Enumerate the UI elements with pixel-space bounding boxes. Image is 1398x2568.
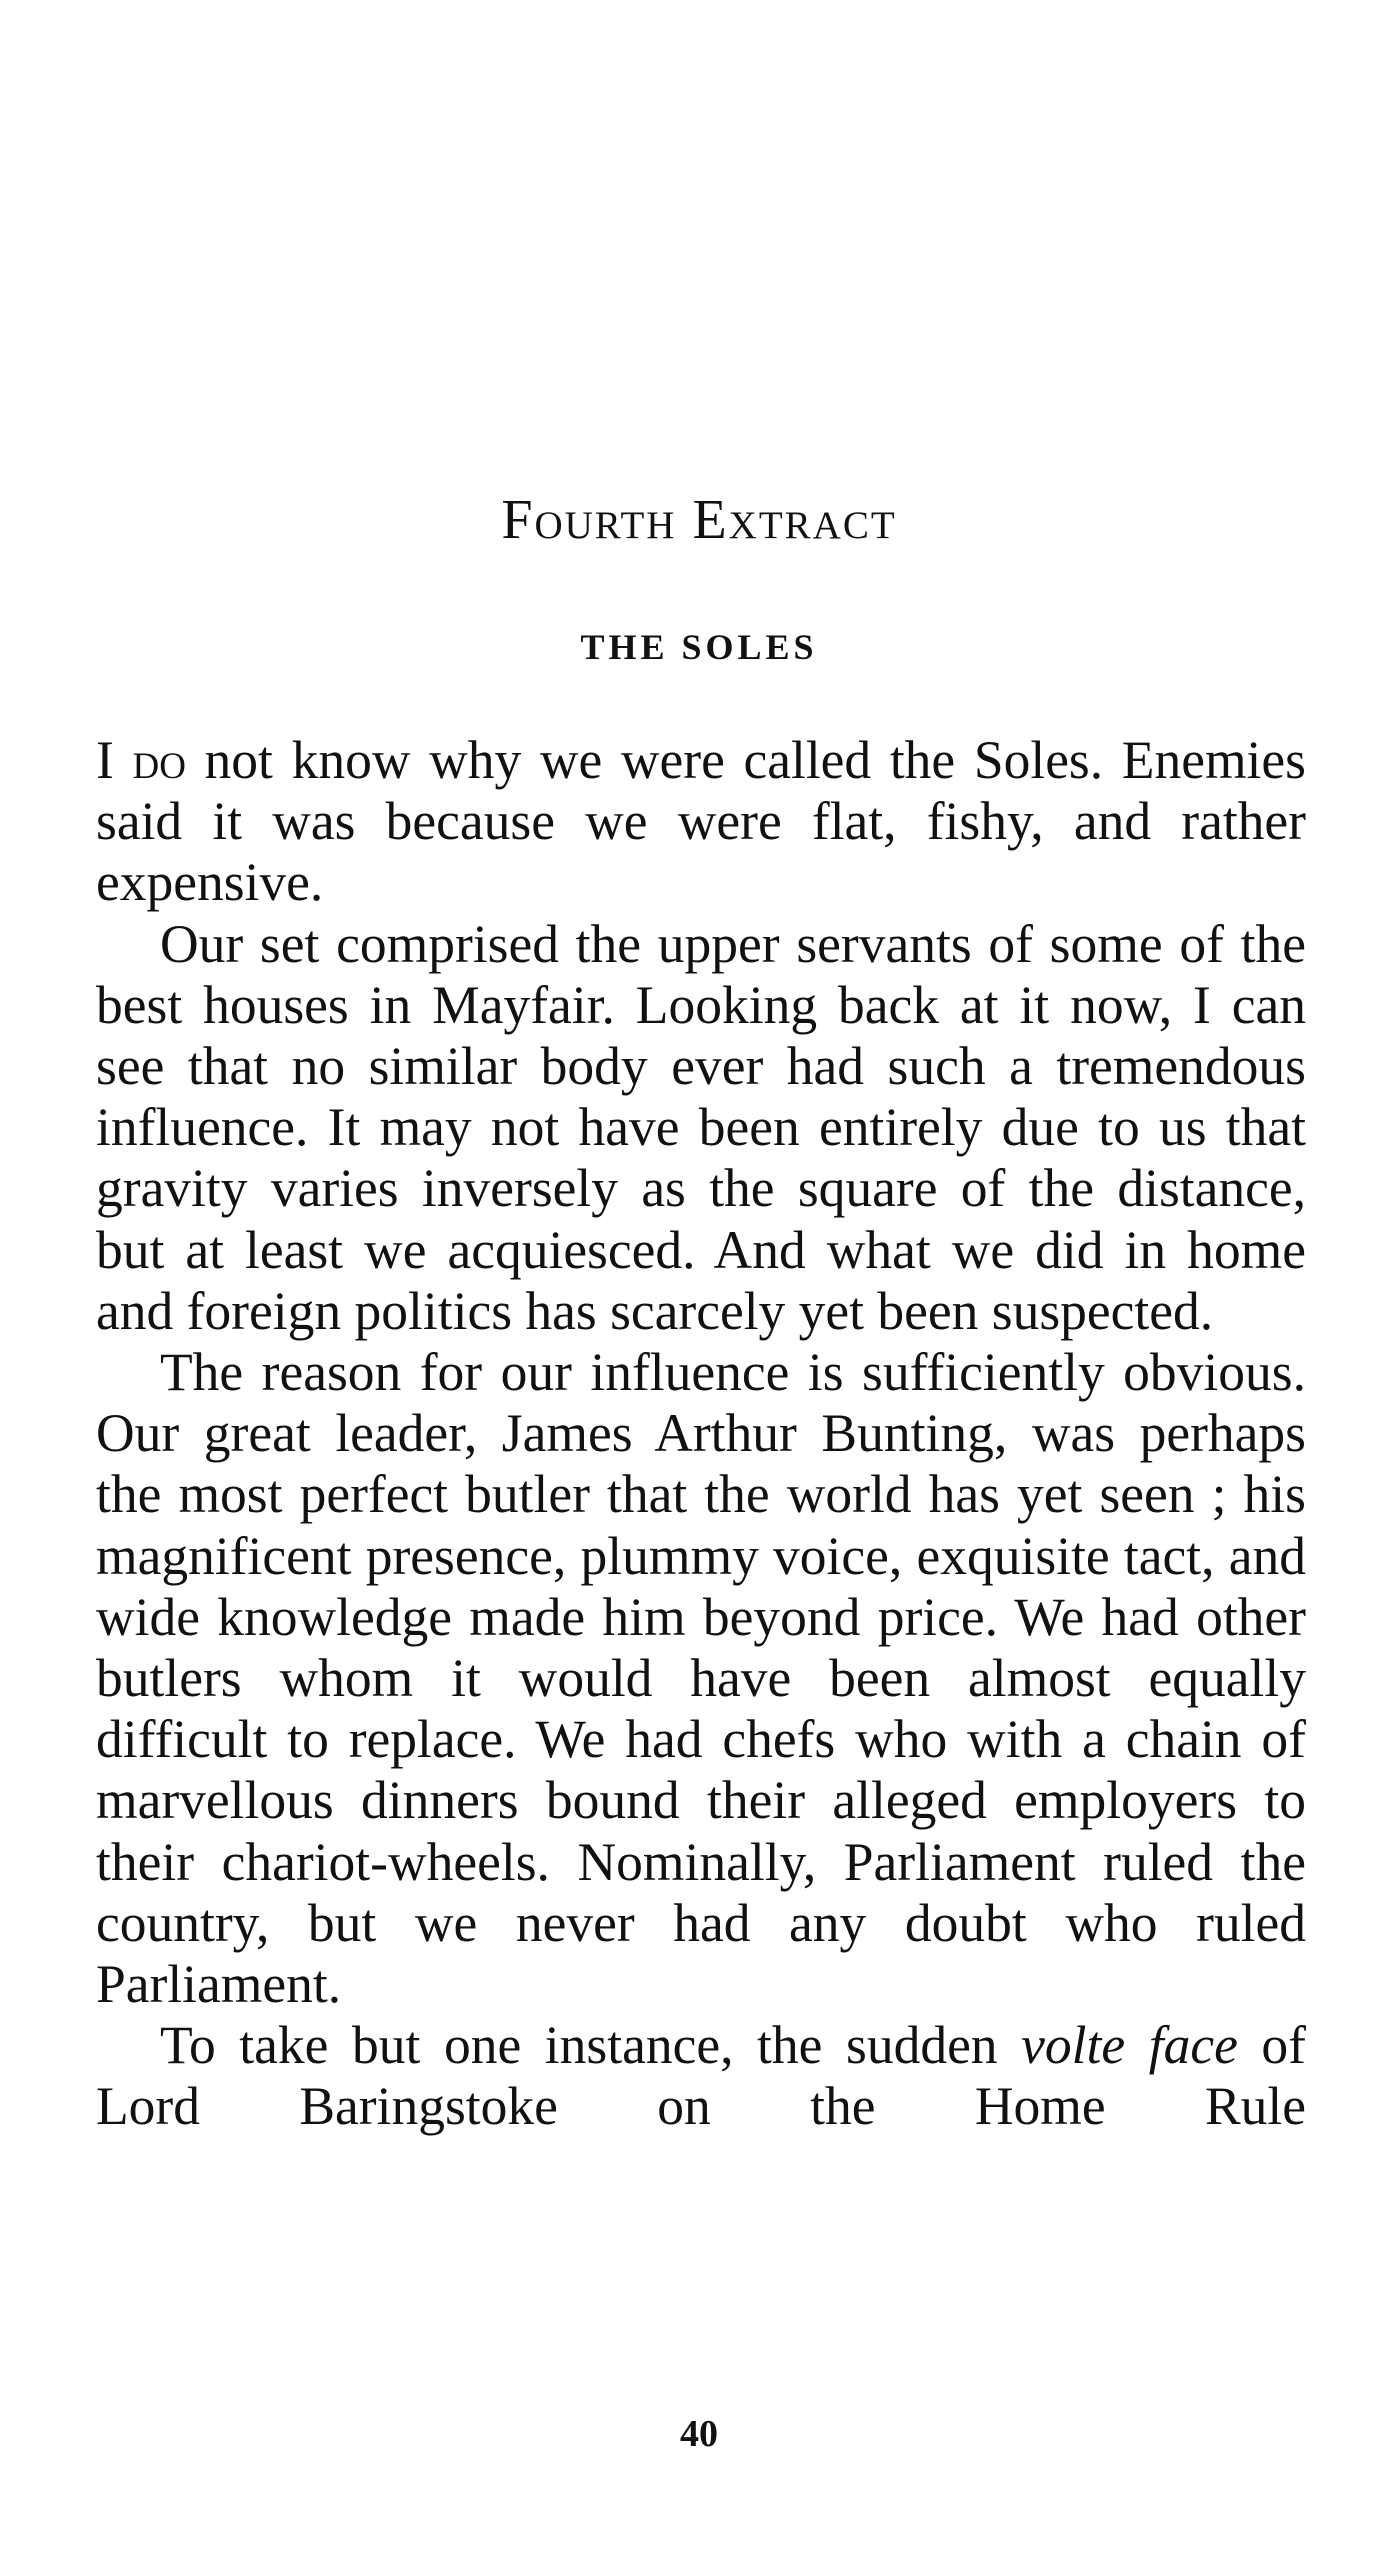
chapter-title: Fourth Extract — [501, 489, 897, 551]
paragraph-4 — [96, 2015, 1306, 2137]
page-number: 40 — [680, 2413, 718, 2455]
paragraph-1-text: not know why we were called the Soles. Enemies said it was because we were flat, fishy, and rather expensive. — [96, 730, 1306, 913]
italic-phrase: volte face — [1021, 2015, 1238, 2076]
paragraph-2: Our set comprised the upper servants of some of the best houses in Mayfair. Looking back at it now, I can see that no similar body ever had such a tremendous influence. It may not have been entirely due to us that gravity varies inversely as the square of the distance, but at least we acquiesced. And what we did in home and foreign politics has scarcely yet been suspected. — [96, 913, 1306, 1341]
opening-word: I — [96, 730, 133, 790]
body-text — [96, 730, 1306, 2138]
paragraph-4-text-b: of Lord Baringstoke on the Home Rule — [96, 2015, 1306, 2137]
opening-small-caps: do — [132, 730, 186, 790]
chapter-subtitle: THE SOLES — [580, 627, 818, 667]
paragraph-4-text-a: To take but one instance, the sudden — [160, 2015, 1022, 2076]
paragraph-1 — [96, 730, 1306, 914]
paragraph-3: The reason for our influence is sufficiently obvious. Our great leader, James Arthur Bunting, was perhaps the most perfect butler that the world has yet seen ; his magnificent presence, plummy voice, exquisite tact, and wide knowledge made him beyond price. We had other butlers whom it would have been almost equally difficult to replace. We had chefs who with a chain of marvellous dinners bound their alleged employers to their chariot-wheels. Nominally, Parliament ruled the country, but we never had any doubt who ruled Parliament. — [96, 1342, 1306, 2015]
